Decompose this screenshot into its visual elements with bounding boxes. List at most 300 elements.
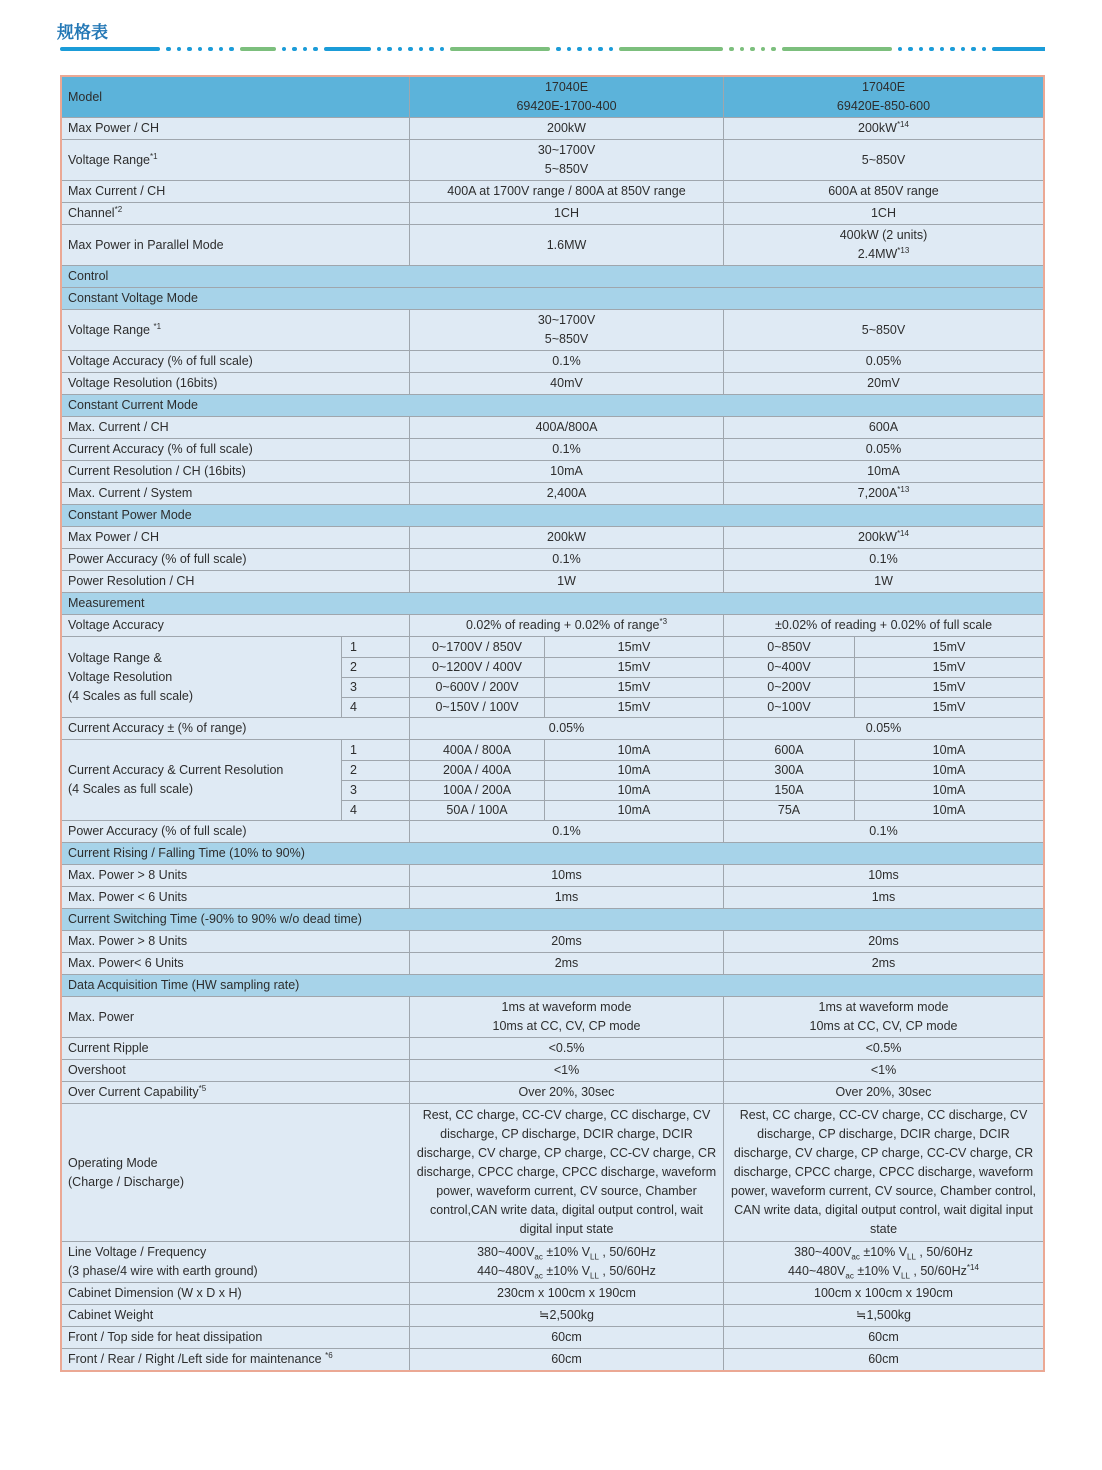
spec-row bbox=[62, 526, 1043, 548]
section-label: Measurement bbox=[68, 596, 145, 610]
text-line: 5~850V bbox=[544, 332, 589, 346]
value-model1-range: 0~600V / 200V bbox=[410, 678, 545, 697]
text-line: Max. Power < 6 Units bbox=[68, 890, 188, 904]
divider-dot bbox=[771, 47, 776, 52]
divider-dot bbox=[919, 47, 924, 52]
text-line: Current Resolution / CH (16bits) bbox=[68, 464, 246, 478]
text-line: Max. Power > 8 Units bbox=[68, 934, 188, 948]
row-label bbox=[62, 1305, 410, 1326]
divider-dot bbox=[556, 47, 561, 52]
text-line: 2ms bbox=[871, 956, 896, 970]
text-line: 0.02% of reading + 0.02% of range$^{*3}$ bbox=[465, 616, 668, 632]
text-line: 30~1700V bbox=[537, 143, 596, 157]
value-model2 bbox=[724, 1242, 1043, 1282]
text-line: 0.05% bbox=[548, 721, 585, 735]
text-line: Voltage Resolution bbox=[68, 669, 173, 684]
value-model2 bbox=[724, 549, 1043, 570]
value-model2-range: 600A bbox=[724, 740, 855, 760]
text-line: <1% bbox=[870, 1063, 897, 1077]
spec-row bbox=[62, 1037, 1043, 1059]
text-line: Current Accuracy (% of full scale) bbox=[68, 442, 253, 456]
value-model1-resolution: 10mA bbox=[545, 761, 724, 780]
divider-dot bbox=[950, 47, 955, 52]
text-line: Rest, CC charge, CC-CV charge, CC discharge, CV discharge, CP discharge, DCIR charge, DCIR discharge, CV charge, CP charge, CC-CV charge, CR discharge, CPCC charge, CPCC discharge, waveform power, waveform current, CV source, Chamber control,CAN write data, digital output control, wait digital input state bbox=[416, 1108, 717, 1236]
section-row bbox=[62, 842, 1043, 864]
value-model2 bbox=[724, 310, 1043, 350]
divider-dot bbox=[588, 47, 593, 52]
text-line: 60cm bbox=[551, 1352, 582, 1366]
value-model2 bbox=[724, 887, 1043, 908]
value-model2 bbox=[724, 225, 1043, 265]
text-line: $440\sim 480V_{ac} \pm 10\%$ $V_{LL}$ , 50/60Hz$^{*14}$ bbox=[788, 1262, 979, 1281]
text-line: Model bbox=[68, 89, 103, 104]
value-model2 bbox=[724, 527, 1043, 548]
group-row bbox=[62, 636, 1043, 717]
text-line: <1% bbox=[553, 1063, 580, 1077]
value-model1 bbox=[410, 1242, 724, 1282]
divider-dot bbox=[567, 47, 572, 52]
text-line: Voltage Accuracy bbox=[68, 618, 164, 632]
row-label bbox=[62, 483, 410, 504]
text-line: 20ms bbox=[551, 934, 582, 948]
section-row bbox=[62, 504, 1043, 526]
text-line: 400kW (2 units) bbox=[839, 228, 928, 242]
value-model2-resolution: 10mA bbox=[932, 803, 966, 817]
divider-dot bbox=[729, 47, 734, 52]
spec-row bbox=[62, 1081, 1043, 1103]
row-label bbox=[62, 373, 410, 394]
row-label bbox=[62, 718, 410, 739]
text-line: Operating Mode bbox=[68, 1155, 158, 1170]
text-line: 600A bbox=[868, 420, 899, 434]
row-label bbox=[62, 931, 410, 952]
text-line: 69420E-850-600 bbox=[836, 99, 931, 113]
group-subrow bbox=[342, 760, 1043, 780]
text-line: 60cm bbox=[551, 1330, 582, 1344]
value-model1-resolution: 15mV bbox=[545, 698, 724, 717]
value-model1 bbox=[410, 1305, 724, 1326]
divider-dot bbox=[292, 47, 297, 52]
text-line: $440\sim 480V_{ac} \pm 10\%$ $V_{LL}$ , 50/60Hz bbox=[477, 1264, 656, 1281]
text-line: 1ms bbox=[871, 890, 896, 904]
group-subrow bbox=[342, 657, 1043, 677]
section-label: Control bbox=[68, 269, 109, 283]
text-line: $380\sim 400V_{ac} \pm 10\%$ $V_{LL}$ , 50/60Hz bbox=[794, 1245, 973, 1262]
value-model1-range: 400A / 800A bbox=[410, 740, 545, 760]
row-label bbox=[62, 1327, 410, 1348]
page-title: 规格表 bbox=[57, 23, 108, 42]
text-line: Overshoot bbox=[68, 1063, 126, 1077]
value-model1-range: 0~1200V / 400V bbox=[410, 658, 545, 677]
value-model1-resolution: 15mV bbox=[545, 658, 724, 677]
text-line: 1ms at waveform mode bbox=[501, 1000, 632, 1014]
divider-dot bbox=[750, 47, 755, 52]
value-model2-range: 0~200V bbox=[724, 678, 855, 697]
section-row bbox=[62, 394, 1043, 416]
text-line: Over 20%, 30sec bbox=[518, 1085, 615, 1099]
value-model1 bbox=[410, 549, 724, 570]
divider-dot bbox=[208, 47, 213, 52]
value-model1 bbox=[410, 373, 724, 394]
value-model1 bbox=[410, 461, 724, 482]
scale-index: 3 bbox=[342, 781, 410, 800]
divider-dot bbox=[166, 47, 171, 52]
value-model1 bbox=[410, 997, 724, 1037]
divider-dot bbox=[929, 47, 934, 52]
value-model2 bbox=[724, 417, 1043, 438]
row-label bbox=[62, 461, 410, 482]
value-model2-range: 75A bbox=[724, 801, 855, 820]
text-line: 0.1% bbox=[869, 824, 898, 838]
divider-dot bbox=[398, 47, 403, 52]
value-model2 bbox=[724, 718, 1043, 739]
text-line: 0.1% bbox=[552, 442, 581, 456]
divider-dash bbox=[60, 47, 160, 52]
value-model2-resolution: 15mV bbox=[932, 660, 966, 674]
divider-dot bbox=[609, 47, 614, 52]
value-model2 bbox=[724, 1349, 1043, 1370]
text-line: 1.6MW bbox=[546, 237, 587, 252]
section-row bbox=[62, 265, 1043, 287]
text-line: Cabinet Weight bbox=[68, 1308, 154, 1322]
divider-dot bbox=[313, 47, 318, 52]
value-model1 bbox=[410, 483, 724, 504]
header-model1 bbox=[410, 77, 724, 117]
value-model1 bbox=[410, 931, 724, 952]
value-model2 bbox=[724, 1038, 1043, 1059]
divider-dot bbox=[198, 47, 203, 52]
text-line: 20mV bbox=[867, 376, 900, 390]
value-model2 bbox=[724, 1104, 1043, 1241]
row-label bbox=[62, 1283, 410, 1304]
text-line: 60cm bbox=[868, 1330, 899, 1344]
group-subrows bbox=[342, 637, 1043, 717]
text-line: Over 20%, 30sec bbox=[835, 1085, 932, 1099]
divider-dot bbox=[219, 47, 224, 52]
text-line: 1CH bbox=[553, 206, 579, 220]
value-model2-range: 0~400V bbox=[724, 658, 855, 677]
divider-dot bbox=[303, 47, 308, 52]
value-model2-resolution: 15mV bbox=[932, 680, 966, 694]
text-line: Voltage Resolution (16bits) bbox=[68, 376, 218, 390]
text-line: Current Ripple bbox=[68, 1041, 149, 1055]
text-line: 200kW bbox=[547, 121, 586, 135]
spec-row bbox=[62, 1241, 1043, 1282]
text-line: Voltage Range$^{*1}$ bbox=[68, 151, 158, 167]
text-line: $200kW^{*14}$ bbox=[858, 119, 909, 135]
divider-dot bbox=[971, 47, 976, 52]
text-line: ≒1,500kg bbox=[856, 1308, 911, 1322]
value-model2 bbox=[724, 181, 1043, 202]
text-line: 100cm x 100cm x 190cm bbox=[814, 1286, 953, 1300]
value-model1 bbox=[410, 417, 724, 438]
value-model2-resolution: 10mA bbox=[932, 742, 966, 757]
header-model2 bbox=[724, 77, 1043, 117]
divider-dash bbox=[992, 47, 1045, 52]
row-label bbox=[62, 417, 410, 438]
value-model1 bbox=[410, 439, 724, 460]
text-line: 2.4MW$^{*13}$ bbox=[857, 245, 910, 261]
text-line: 400A/800A bbox=[535, 420, 598, 434]
text-line: 10ms at CC, CV, CP mode bbox=[492, 1019, 641, 1033]
spec-row bbox=[62, 372, 1043, 394]
value-model1 bbox=[410, 1082, 724, 1103]
spec-row bbox=[62, 864, 1043, 886]
divider-dot bbox=[408, 47, 413, 52]
divider-dash bbox=[240, 47, 276, 52]
text-line: Cabinet Dimension (W x D x H) bbox=[68, 1286, 242, 1300]
text-line: Line Voltage / Frequency bbox=[68, 1245, 207, 1259]
text-line: 0.1% bbox=[552, 354, 581, 368]
row-label bbox=[62, 1060, 410, 1081]
value-model1-resolution: 15mV bbox=[545, 678, 724, 697]
divider-dot bbox=[908, 47, 913, 52]
value-model2 bbox=[724, 203, 1043, 224]
text-line: Current Accuracy ± (% of range) bbox=[68, 721, 247, 735]
value-model2 bbox=[724, 865, 1043, 886]
text-line: 0.1% bbox=[552, 552, 581, 566]
section-label: Constant Power Mode bbox=[68, 508, 192, 522]
section-row bbox=[62, 287, 1043, 309]
row-label bbox=[62, 821, 410, 842]
text-line: 10ms bbox=[868, 868, 899, 882]
spec-row bbox=[62, 1103, 1043, 1241]
value-model1 bbox=[410, 615, 724, 636]
value-model2-range: 0~100V bbox=[724, 698, 855, 717]
text-line: (Charge / Discharge) bbox=[68, 1174, 185, 1189]
value-model1 bbox=[410, 225, 724, 265]
text-line: Power Accuracy (% of full scale) bbox=[68, 824, 247, 838]
row-label bbox=[62, 1242, 410, 1282]
divider-dot bbox=[440, 47, 445, 52]
text-line: 10ms bbox=[551, 868, 582, 882]
text-line: ≒2,500kg bbox=[539, 1308, 594, 1322]
divider-dot bbox=[377, 47, 382, 52]
divider-dash bbox=[619, 47, 723, 52]
row-label bbox=[62, 1104, 410, 1241]
value-model2 bbox=[724, 483, 1043, 504]
text-line: 1CH bbox=[870, 206, 896, 220]
section-label: Current Rising / Falling Time (10% to 90%) bbox=[68, 846, 305, 860]
table-header-row bbox=[62, 77, 1043, 117]
value-model2 bbox=[724, 615, 1043, 636]
value-model1 bbox=[410, 203, 724, 224]
row-label bbox=[62, 615, 410, 636]
value-model1 bbox=[410, 351, 724, 372]
value-model2 bbox=[724, 140, 1043, 180]
text-line: 1W bbox=[874, 574, 893, 588]
text-line: 10mA bbox=[550, 464, 583, 478]
row-label bbox=[62, 225, 410, 265]
divider-dot bbox=[598, 47, 603, 52]
text-line: Channel$^{*2}$ bbox=[68, 204, 123, 220]
spec-row bbox=[62, 350, 1043, 372]
text-line: Max Power / CH bbox=[68, 530, 159, 544]
section-row bbox=[62, 974, 1043, 996]
value-model1-range: 200A / 400A bbox=[410, 761, 545, 780]
text-line: Rest, CC charge, CC-CV charge, CC discharge, CV discharge, CP discharge, DCIR charge, DCIR discharge, CV charge, CP charge, CC-CV charge, CR discharge, CPCC charge, CPCC discharge, waveform power, waveform current, CV source, Chamber control, CAN write data, digital output control, wait digital input state bbox=[731, 1108, 1036, 1236]
text-line: Max Power in Parallel Mode bbox=[68, 237, 224, 252]
text-line: Max. Power bbox=[68, 1009, 134, 1024]
value-model1 bbox=[410, 181, 724, 202]
value-model1 bbox=[410, 1038, 724, 1059]
value-model1-range: 50A / 100A bbox=[410, 801, 545, 820]
value-model1 bbox=[410, 1104, 724, 1241]
value-model1-resolution: 10mA bbox=[545, 781, 724, 800]
text-line: Max. Current / System bbox=[68, 486, 193, 500]
row-label bbox=[62, 997, 410, 1037]
value-model2 bbox=[724, 373, 1043, 394]
spec-row bbox=[62, 548, 1043, 570]
spec-row bbox=[62, 717, 1043, 739]
text-line: 0.05% bbox=[865, 354, 902, 368]
text-line: 0.05% bbox=[865, 442, 902, 456]
value-model2 bbox=[724, 1082, 1043, 1103]
group-subrow bbox=[342, 677, 1043, 697]
divider-dot bbox=[387, 47, 392, 52]
value-model2 bbox=[724, 571, 1043, 592]
text-line: 20ms bbox=[868, 934, 899, 948]
text-line: 60cm bbox=[868, 1352, 899, 1366]
text-line: 5~850V bbox=[861, 152, 906, 167]
value-model1 bbox=[410, 1283, 724, 1304]
text-line: 30~1700V bbox=[537, 313, 596, 327]
value-model1-range: 0~1700V / 850V bbox=[410, 637, 545, 657]
text-line: <0.5% bbox=[548, 1041, 585, 1055]
text-line: 69420E-1700-400 bbox=[516, 99, 617, 113]
spec-row bbox=[62, 416, 1043, 438]
group-subrow bbox=[342, 740, 1043, 760]
value-model2 bbox=[724, 1283, 1043, 1304]
spec-row bbox=[62, 460, 1043, 482]
group-subrow bbox=[342, 637, 1043, 657]
section-row bbox=[62, 908, 1043, 930]
value-model2-range: 300A bbox=[724, 761, 855, 780]
row-label bbox=[62, 118, 410, 139]
section-label: Constant Current Mode bbox=[68, 398, 198, 412]
spec-row bbox=[62, 309, 1043, 350]
text-line: 10mA bbox=[867, 464, 900, 478]
divider-dot bbox=[187, 47, 192, 52]
value-model1 bbox=[410, 571, 724, 592]
value-model1 bbox=[410, 865, 724, 886]
text-line: 0.05% bbox=[865, 721, 902, 735]
divider-dot bbox=[940, 47, 945, 52]
value-model2 bbox=[724, 1060, 1043, 1081]
text-line: 17040E bbox=[544, 80, 589, 94]
text-line: 5~850V bbox=[544, 162, 589, 176]
text-line: 17040E bbox=[861, 80, 906, 94]
text-line: Max. Power< 6 Units bbox=[68, 956, 184, 970]
value-model2-resolution: 15mV bbox=[932, 700, 966, 714]
value-model1 bbox=[410, 1327, 724, 1348]
value-model2 bbox=[724, 821, 1043, 842]
spec-row bbox=[62, 820, 1043, 842]
value-model2-range: 0~850V bbox=[724, 637, 855, 657]
value-model1 bbox=[410, 140, 724, 180]
divider-dot bbox=[577, 47, 582, 52]
text-line: 0.1% bbox=[552, 824, 581, 838]
divider-dot bbox=[740, 47, 745, 52]
row-label bbox=[62, 953, 410, 974]
section-row bbox=[62, 592, 1043, 614]
value-model1-resolution: 10mA bbox=[545, 801, 724, 820]
text-line: $7,200A^{*13}$ bbox=[857, 484, 910, 500]
value-model1 bbox=[410, 1060, 724, 1081]
row-label bbox=[62, 571, 410, 592]
value-model1 bbox=[410, 310, 724, 350]
value-model1-resolution: 10mA bbox=[545, 740, 724, 760]
section-label: Current Switching Time (-90% to 90% w/o dead time) bbox=[68, 912, 362, 926]
spec-row bbox=[62, 202, 1043, 224]
text-line: Max. Current / CH bbox=[68, 420, 169, 434]
text-line: 2,400A bbox=[546, 486, 587, 500]
group-subrow bbox=[342, 780, 1043, 800]
text-line: 2ms bbox=[554, 956, 579, 970]
value-model1 bbox=[410, 887, 724, 908]
text-line: 0.1% bbox=[869, 552, 898, 566]
spec-row bbox=[62, 1059, 1043, 1081]
text-line: 230cm x 100cm x 190cm bbox=[497, 1286, 636, 1300]
divider-dot bbox=[961, 47, 966, 52]
decorative-divider bbox=[60, 46, 1045, 52]
text-line: Front / Top side for heat dissipation bbox=[68, 1330, 263, 1344]
spec-row bbox=[62, 886, 1043, 908]
value-model2 bbox=[724, 439, 1043, 460]
spec-row bbox=[62, 1326, 1043, 1348]
row-label bbox=[62, 439, 410, 460]
text-line: 40mV bbox=[550, 376, 583, 390]
text-line: 1ms bbox=[554, 890, 579, 904]
group-subrows bbox=[342, 740, 1043, 820]
spec-row bbox=[62, 180, 1043, 202]
value-model2 bbox=[724, 1305, 1043, 1326]
scale-index: 4 bbox=[342, 698, 410, 717]
header-model-label bbox=[62, 77, 410, 117]
text-line: 1ms at waveform mode bbox=[818, 1000, 949, 1014]
section-label: Constant Voltage Mode bbox=[68, 291, 198, 305]
scale-index: 2 bbox=[342, 658, 410, 677]
row-label bbox=[62, 181, 410, 202]
text-line: $380\sim 400V_{ac} \pm 10\%$ $V_{LL}$ , 50/60Hz bbox=[477, 1245, 656, 1262]
spec-row bbox=[62, 1304, 1043, 1326]
value-model1 bbox=[410, 1349, 724, 1370]
row-label bbox=[62, 527, 410, 548]
divider-dot bbox=[177, 47, 182, 52]
divider-dash bbox=[324, 47, 371, 52]
spec-row bbox=[62, 570, 1043, 592]
value-model2 bbox=[724, 351, 1043, 372]
divider-dot bbox=[898, 47, 903, 52]
spec-row bbox=[62, 1282, 1043, 1304]
spec-row bbox=[62, 482, 1043, 504]
text-line: 200kW bbox=[547, 530, 586, 544]
scale-index: 4 bbox=[342, 801, 410, 820]
value-model1 bbox=[410, 953, 724, 974]
divider-dot bbox=[229, 47, 234, 52]
text-line: Max Power / CH bbox=[68, 121, 159, 135]
text-line: 400A at 1700V range / 800A at 850V range bbox=[447, 184, 686, 198]
row-label bbox=[62, 1038, 410, 1059]
value-model1 bbox=[410, 527, 724, 548]
spec-row bbox=[62, 614, 1043, 636]
scale-index: 1 bbox=[342, 740, 410, 760]
value-model1-range: 0~150V / 100V bbox=[410, 698, 545, 717]
value-model2 bbox=[724, 118, 1043, 139]
row-label bbox=[62, 637, 342, 717]
text-line: (4 Scales as full scale) bbox=[68, 688, 194, 703]
row-label bbox=[62, 887, 410, 908]
